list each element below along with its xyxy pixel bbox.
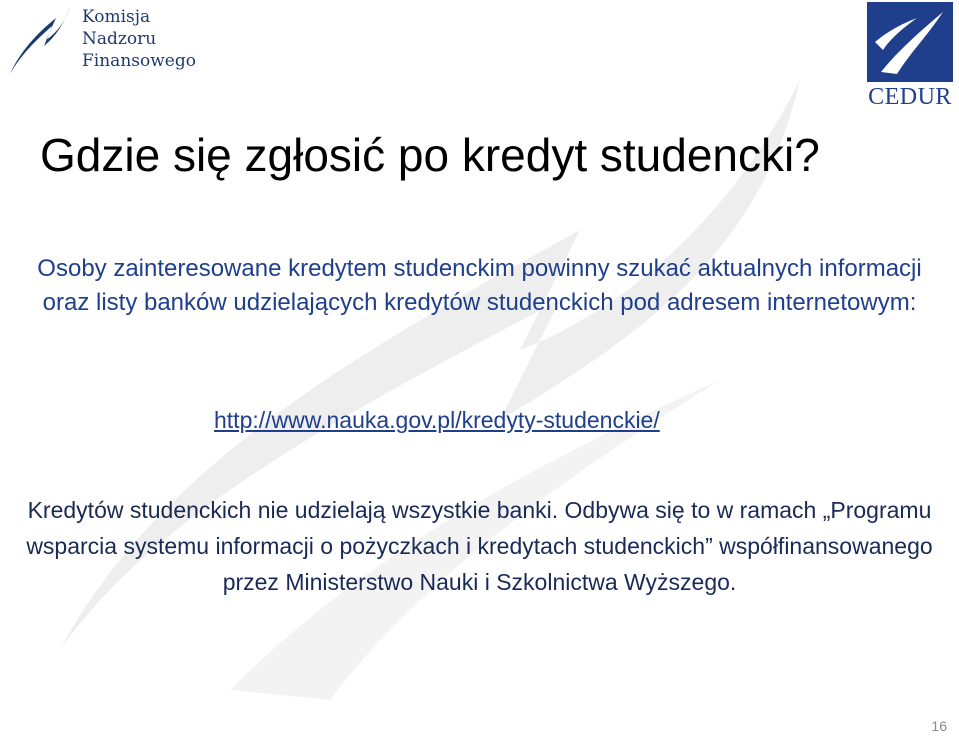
page-number: 16: [931, 718, 947, 734]
knf-logo: [6, 4, 196, 76]
cedur-logo: [864, 2, 956, 110]
cedur-swoosh-icon: [867, 2, 953, 82]
info-paragraph: Kredytów studenckich nie udzielają wszystkie banki. Odbywa się to w ramach „Programu wsparcia systemu informacji o pożyczkach i kredytach studenckich” współfinansowanego przez Ministerstwo Nauki i Szkolnictwa Wyższego.: [26, 497, 933, 595]
knf-logo-text: [82, 6, 196, 72]
kredyty-studenckie-link[interactable]: http://www.nauka.gov.pl/kredyty-studenckie/: [214, 407, 660, 433]
knf-line-3: Finansowego: [82, 51, 196, 71]
cedur-logo-box: [867, 2, 953, 82]
intro-paragraph: Osoby zainteresowane kredytem studenckim powinny szukać aktualnych informacji oraz listy banków udzielających kredytów studenckich pod adresem internetowym:: [37, 255, 922, 316]
cedur-logo-text: CEDUR: [868, 84, 952, 110]
knf-line-1: Komisja: [82, 7, 151, 27]
slide-title: Gdzie się zgłosić po kredyt studencki?: [40, 129, 820, 181]
knf-logo-mark-icon: [6, 4, 76, 76]
knf-line-2: Nadzoru: [82, 29, 157, 49]
